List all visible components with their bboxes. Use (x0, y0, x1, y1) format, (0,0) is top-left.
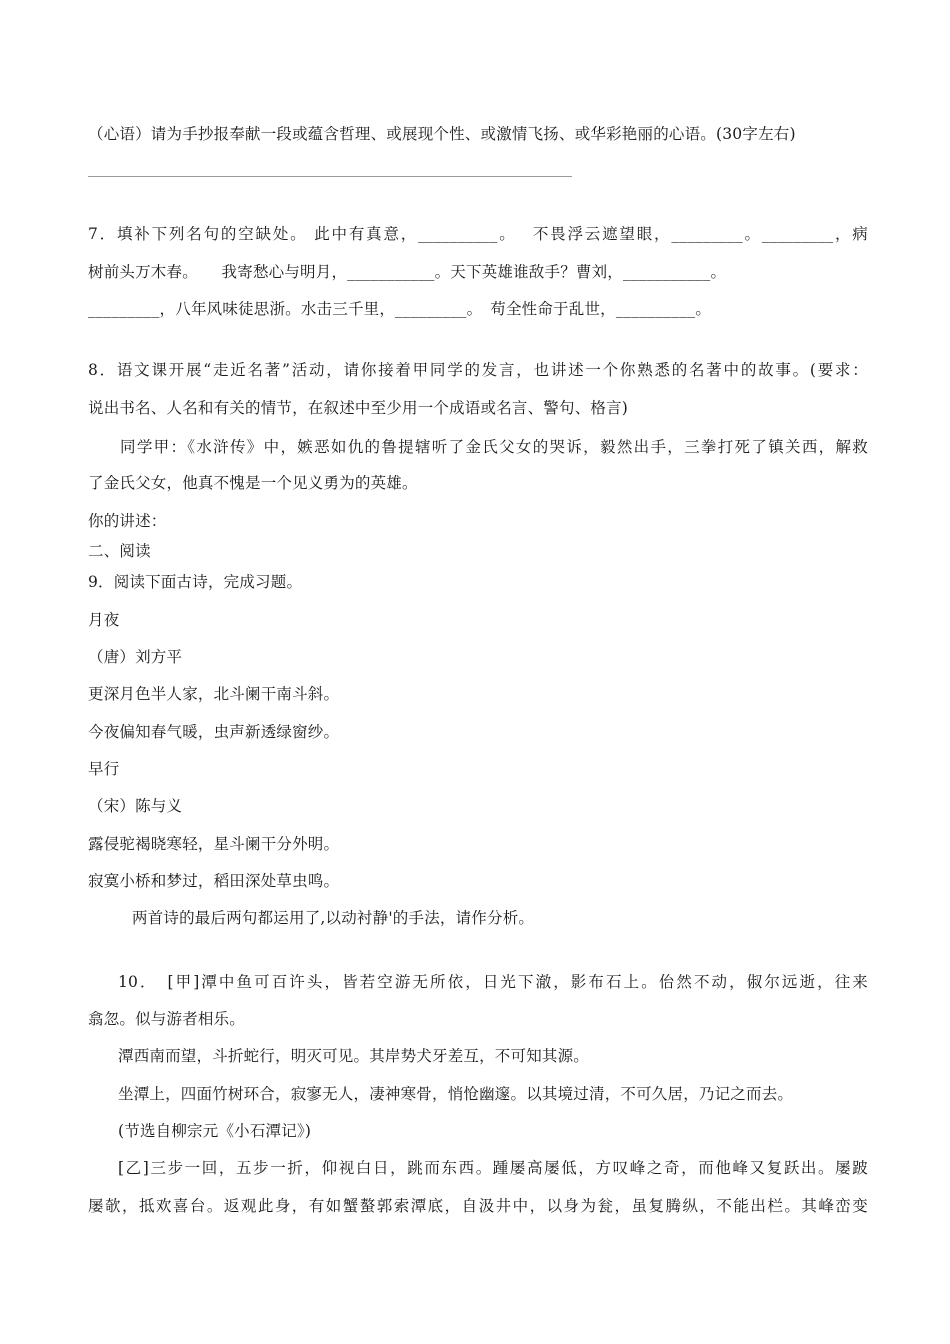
poem2-line-2: 寂寞小桥和梦过，稻田深处草虫鸣。 (88, 872, 340, 890)
q7-line-3: _________，八年风味徒思浙。水击三千里，_________。 苟全性命于乱世，__________。 (88, 300, 712, 318)
q10-line-1: 10． [甲]潭中鱼可百许头，皆若空游无所依，日光下澈，影布石上。佁然不动，俶尔远逝，往来 (118, 973, 868, 991)
answer-line (88, 176, 572, 177)
q10-line-4: 坐潭上，四面竹树环合，寂寥无人，凄神寒骨，悄怆幽邃。以其境过清，不可久居，乃记之而去。 (118, 1085, 794, 1103)
poem1-author: （唐）刘方平 (88, 648, 183, 666)
q8-line-2: 说出书名、人名和有关的情节，在叙述中至少用一个成语或名言、警句、格言) (88, 399, 629, 417)
section-heading-reading: 二、阅读 (88, 542, 151, 560)
q7-line-1: 7．填补下列名句的空缺处。 此中有真意，__________。 不畏浮云遮望眼，_________。_________，病 (88, 225, 868, 243)
poem2-title: 早行 (88, 760, 120, 778)
q9-question: 两首诗的最后两句都运用了,以动衬静'的手法，请作分析。 (132, 909, 535, 927)
q10-line-3: 潭西南而望，斗折蛇行，明灭可见。其岸势犬牙差互，不可知其源。 (118, 1047, 590, 1065)
q10-line-6: [乙]三步一回，五步一折，仰视白日，跳而东西。踵屡高屡低，方叹峰之奇，而他峰又复跃出。屡跛 (118, 1159, 868, 1177)
poem1-line-2: 今夜偏知春气暖，虫声新透绿窗纱。 (88, 723, 340, 741)
xinyu-prompt: （心语）请为手抄报奉献一段或蕴含哲理、或展现个性、或激情飞扬、或华彩艳丽的心语。(30字左右) (88, 125, 796, 143)
q8-classmate-speech: 同学甲：《水浒传》中，嫉恶如仇的鲁提辖听了金氏父女的哭诉，毅然出手，三拳打死了镇关西，解救 (120, 438, 868, 456)
q8-your-turn-label: 你的讲述： (88, 512, 167, 530)
poem1-line-1: 更深月色半人家，北斗阑干南斗斜。 (88, 685, 340, 703)
q10-line-2: 翕忽。似与游者相乐。 (88, 1010, 246, 1028)
q10-source: (节选自柳宗元《小石潭记》) (118, 1122, 312, 1140)
q7-line-2: 树前头万木春。 我寄愁心与明月，___________。天下英雄谁敌手？曹刘，___________。 (88, 263, 727, 281)
poem2-line-1: 露侵驼褐晓寒轻，星斗阑干分外明。 (88, 835, 340, 853)
q9-prompt: 9．阅读下面古诗，完成习题。 (88, 573, 303, 591)
q10-line-7: 屡欹，抵欢喜台。返观此身，有如蟹螯郭索潭底，自汲井中，以身为瓮，虽复腾纵，不能出栏。其峰峦变 (88, 1197, 868, 1215)
q8-line-4: 了金氏父女，他真不愧是一个见义勇为的英雄。 (88, 474, 418, 492)
q8-line-1: 8．语文课开展“走近名著”活动，请你接着甲同学的发言，也讲述一个你熟悉的名著中的故事。(要求： (88, 361, 868, 379)
poem1-title: 月夜 (88, 611, 120, 629)
poem2-author: （宋）陈与义 (88, 797, 183, 815)
